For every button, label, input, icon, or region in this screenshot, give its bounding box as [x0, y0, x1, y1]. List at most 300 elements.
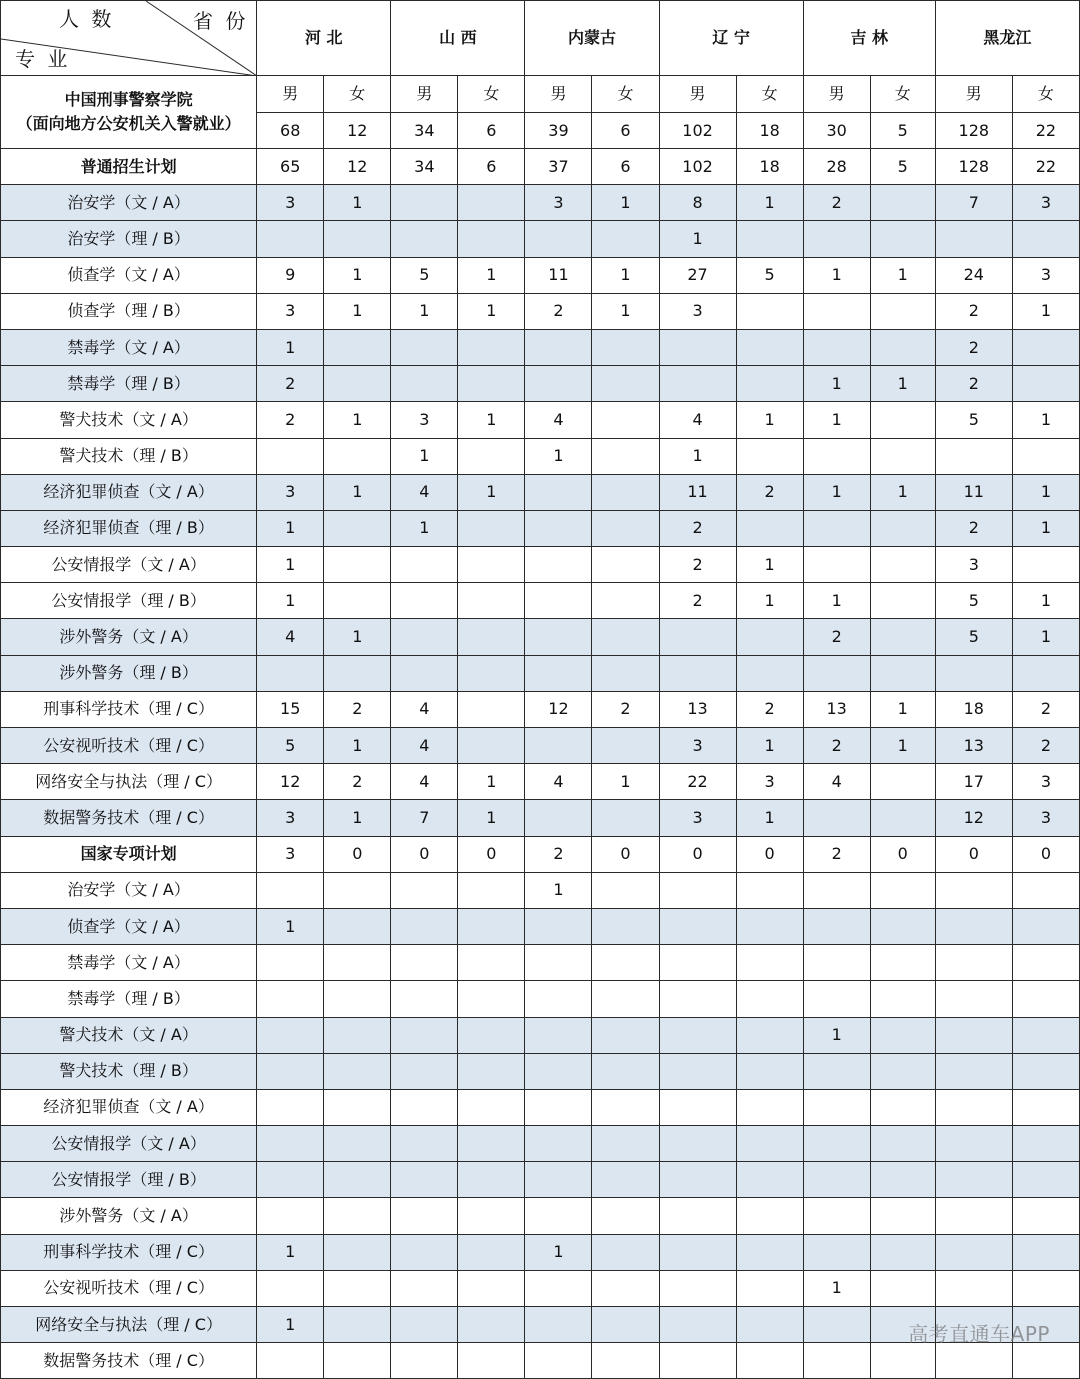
major-label: 经济犯罪侦查（文 / A）	[1, 1089, 257, 1125]
count-cell: 1	[257, 510, 324, 546]
count-cell	[659, 981, 736, 1017]
count-cell: 1	[659, 438, 736, 474]
count-cell	[870, 547, 935, 583]
count-cell	[525, 510, 592, 546]
count-cell	[803, 1053, 870, 1089]
count-cell: 2	[736, 691, 803, 727]
count-cell	[324, 1089, 391, 1125]
count-cell	[870, 655, 935, 691]
count-cell	[870, 764, 935, 800]
count-cell	[458, 366, 525, 402]
count-cell	[525, 1017, 592, 1053]
count-cell	[391, 185, 458, 221]
count-cell: 1	[458, 474, 525, 510]
college-name: 中国刑事警察学院	[64, 90, 193, 109]
count-cell: 3	[257, 836, 324, 872]
count-cell: 5	[935, 583, 1012, 619]
count-cell: 1	[257, 547, 324, 583]
count-cell: 3	[1012, 800, 1079, 836]
count-cell: 7	[935, 185, 1012, 221]
count-cell	[592, 981, 659, 1017]
count-cell	[257, 655, 324, 691]
count-cell	[870, 1234, 935, 1270]
count-cell	[736, 1162, 803, 1198]
count-cell: 3	[257, 185, 324, 221]
count-cell	[592, 908, 659, 944]
college-total-cell: 39	[525, 113, 592, 149]
count-cell	[525, 1198, 592, 1234]
count-cell	[458, 185, 525, 221]
count-cell	[391, 1343, 458, 1379]
count-cell: 1	[458, 402, 525, 438]
count-cell	[736, 1270, 803, 1306]
count-cell	[257, 438, 324, 474]
count-cell: 3	[257, 474, 324, 510]
count-cell: 1	[391, 293, 458, 329]
count-cell: 1	[324, 728, 391, 764]
major-row	[1, 619, 1080, 655]
count-cell	[458, 510, 525, 546]
count-cell	[935, 1162, 1012, 1198]
count-cell	[659, 1343, 736, 1379]
count-cell	[935, 438, 1012, 474]
count-cell	[659, 1089, 736, 1125]
major-label: 警犬技术（文 / A）	[1, 402, 257, 438]
count-cell	[324, 908, 391, 944]
count-cell: 22	[659, 764, 736, 800]
count-cell: 1	[736, 800, 803, 836]
count-cell	[592, 1089, 659, 1125]
count-cell	[525, 908, 592, 944]
count-cell	[803, 547, 870, 583]
count-cell: 11	[659, 474, 736, 510]
count-cell	[935, 1126, 1012, 1162]
count-cell	[935, 1053, 1012, 1089]
count-cell	[592, 1162, 659, 1198]
count-cell	[1012, 908, 1079, 944]
count-cell: 1	[1012, 293, 1079, 329]
count-cell	[592, 221, 659, 257]
count-cell	[736, 981, 803, 1017]
count-cell	[659, 1234, 736, 1270]
count-cell: 102	[659, 149, 736, 185]
count-cell	[736, 1089, 803, 1125]
count-cell	[525, 800, 592, 836]
college-name-cell	[1, 76, 257, 149]
gender-cell: 女	[324, 76, 391, 113]
major-row	[1, 1017, 1080, 1053]
major-label: 治安学（理 / B）	[1, 221, 257, 257]
count-cell	[458, 728, 525, 764]
count-cell	[803, 329, 870, 365]
count-cell	[659, 945, 736, 981]
count-cell	[803, 1126, 870, 1162]
count-cell	[324, 438, 391, 474]
count-cell	[324, 1162, 391, 1198]
gender-cell: 女	[458, 76, 525, 113]
count-cell	[391, 1162, 458, 1198]
college-total-cell: 6	[592, 113, 659, 149]
count-cell: 1	[324, 474, 391, 510]
major-label: 治安学（文 / A）	[1, 872, 257, 908]
count-cell: 4	[525, 402, 592, 438]
count-cell	[525, 728, 592, 764]
gender-cell: 男	[525, 76, 592, 113]
count-cell	[525, 981, 592, 1017]
count-cell	[592, 1198, 659, 1234]
count-cell: 7	[391, 800, 458, 836]
major-label: 网络安全与执法（理 / C）	[1, 764, 257, 800]
count-cell	[391, 1017, 458, 1053]
count-cell	[257, 945, 324, 981]
count-cell	[659, 1307, 736, 1343]
corner-label-province: 省 份	[193, 9, 249, 33]
count-cell	[525, 583, 592, 619]
count-cell	[659, 908, 736, 944]
major-row	[1, 293, 1080, 329]
count-cell: 2	[257, 402, 324, 438]
count-cell: 1	[1012, 619, 1079, 655]
count-cell	[803, 872, 870, 908]
count-cell	[659, 329, 736, 365]
count-cell	[592, 872, 659, 908]
major-row	[1, 1053, 1080, 1089]
count-cell	[525, 1307, 592, 1343]
count-cell	[525, 329, 592, 365]
count-cell: 3	[659, 800, 736, 836]
count-cell	[257, 221, 324, 257]
count-cell: 1	[1012, 510, 1079, 546]
count-cell	[1012, 1126, 1079, 1162]
count-cell: 5	[935, 402, 1012, 438]
count-cell	[736, 619, 803, 655]
count-cell	[659, 1053, 736, 1089]
major-row	[1, 800, 1080, 836]
count-cell	[935, 1017, 1012, 1053]
count-cell: 2	[935, 329, 1012, 365]
count-cell	[1012, 1162, 1079, 1198]
major-row	[1, 185, 1080, 221]
count-cell: 1	[391, 510, 458, 546]
count-cell	[324, 366, 391, 402]
count-cell	[935, 655, 1012, 691]
count-cell: 4	[391, 691, 458, 727]
count-cell: 6	[458, 149, 525, 185]
count-cell	[870, 329, 935, 365]
count-cell	[1012, 547, 1079, 583]
count-cell	[257, 981, 324, 1017]
major-row	[1, 908, 1080, 944]
count-cell	[659, 655, 736, 691]
count-cell: 2	[324, 691, 391, 727]
count-cell	[525, 366, 592, 402]
province-shanxi: 山 西	[391, 1, 525, 76]
college-total-cell: 68	[257, 113, 324, 149]
count-cell	[803, 945, 870, 981]
count-cell	[870, 619, 935, 655]
count-cell	[659, 1270, 736, 1306]
major-label: 经济犯罪侦查（文 / A）	[1, 474, 257, 510]
count-cell: 1	[736, 402, 803, 438]
count-cell	[525, 547, 592, 583]
count-cell	[525, 1126, 592, 1162]
college-note: （面向地方公安机关入警就业）	[16, 114, 241, 133]
count-cell: 5	[935, 619, 1012, 655]
count-cell: 1	[592, 764, 659, 800]
count-cell	[803, 800, 870, 836]
count-cell: 1	[257, 583, 324, 619]
major-row	[1, 438, 1080, 474]
major-label: 警犬技术（理 / B）	[1, 1053, 257, 1089]
major-label: 涉外警务（理 / B）	[1, 655, 257, 691]
count-cell	[1012, 438, 1079, 474]
count-cell	[935, 908, 1012, 944]
count-cell	[324, 981, 391, 1017]
count-cell: 3	[391, 402, 458, 438]
count-cell: 1	[592, 293, 659, 329]
count-cell	[525, 1089, 592, 1125]
count-cell	[458, 981, 525, 1017]
count-cell: 1	[659, 221, 736, 257]
count-cell	[935, 872, 1012, 908]
count-cell	[324, 329, 391, 365]
count-cell: 2	[659, 583, 736, 619]
count-cell	[458, 619, 525, 655]
count-cell: 4	[391, 728, 458, 764]
college-total-cell: 22	[1012, 113, 1079, 149]
count-cell	[391, 1089, 458, 1125]
count-cell	[935, 221, 1012, 257]
gender-cell: 女	[592, 76, 659, 113]
province-hebei: 河 北	[257, 1, 391, 76]
count-cell	[1012, 655, 1079, 691]
count-cell	[324, 1343, 391, 1379]
count-cell	[1012, 1017, 1079, 1053]
count-cell	[870, 981, 935, 1017]
major-label: 禁毒学（文 / A）	[1, 329, 257, 365]
college-total-cell: 5	[870, 113, 935, 149]
count-cell	[659, 872, 736, 908]
count-cell	[391, 547, 458, 583]
count-cell	[592, 510, 659, 546]
count-cell	[458, 438, 525, 474]
count-cell	[324, 547, 391, 583]
count-cell	[870, 438, 935, 474]
count-cell	[803, 1307, 870, 1343]
gender-cell: 男	[659, 76, 736, 113]
count-cell	[659, 1017, 736, 1053]
count-cell: 4	[659, 402, 736, 438]
major-label: 侦查学（文 / A）	[1, 257, 257, 293]
count-cell	[324, 655, 391, 691]
count-cell	[935, 1270, 1012, 1306]
count-cell	[391, 908, 458, 944]
count-cell: 1	[870, 728, 935, 764]
count-cell	[1012, 1343, 1079, 1379]
count-cell	[659, 1126, 736, 1162]
major-row	[1, 1198, 1080, 1234]
count-cell: 2	[736, 474, 803, 510]
watermark: 高考直通车APP	[908, 1322, 1050, 1346]
count-cell: 5	[257, 728, 324, 764]
count-cell: 1	[803, 474, 870, 510]
count-cell: 2	[935, 293, 1012, 329]
count-cell	[870, 402, 935, 438]
count-cell: 3	[257, 293, 324, 329]
count-cell	[592, 402, 659, 438]
count-cell: 6	[592, 149, 659, 185]
count-cell: 5	[736, 257, 803, 293]
major-label: 治安学（文 / A）	[1, 185, 257, 221]
count-cell	[1012, 1089, 1079, 1125]
count-cell	[458, 329, 525, 365]
count-cell	[1012, 981, 1079, 1017]
major-label: 侦查学（文 / A）	[1, 908, 257, 944]
major-label: 数据警务技术（理 / C）	[1, 800, 257, 836]
count-cell: 37	[525, 149, 592, 185]
count-cell	[736, 1198, 803, 1234]
count-cell	[1012, 1198, 1079, 1234]
count-cell	[870, 872, 935, 908]
college-total-cell: 102	[659, 113, 736, 149]
major-row	[1, 1270, 1080, 1306]
major-row	[1, 257, 1080, 293]
count-cell	[870, 945, 935, 981]
count-cell: 128	[935, 149, 1012, 185]
count-cell: 11	[935, 474, 1012, 510]
count-cell	[324, 945, 391, 981]
count-cell	[257, 1162, 324, 1198]
major-row	[1, 728, 1080, 764]
count-cell: 2	[935, 366, 1012, 402]
count-cell	[803, 1234, 870, 1270]
count-cell	[458, 1017, 525, 1053]
count-cell	[736, 945, 803, 981]
count-cell: 1	[1012, 583, 1079, 619]
count-cell	[870, 293, 935, 329]
count-cell	[458, 945, 525, 981]
count-cell	[525, 1343, 592, 1379]
count-cell: 1	[458, 257, 525, 293]
major-row	[1, 1126, 1080, 1162]
count-cell: 1	[1012, 402, 1079, 438]
gender-cell: 男	[935, 76, 1012, 113]
count-cell: 1	[736, 583, 803, 619]
count-cell: 2	[659, 547, 736, 583]
count-cell	[525, 221, 592, 257]
count-cell	[391, 366, 458, 402]
count-cell: 1	[803, 257, 870, 293]
count-cell	[324, 1017, 391, 1053]
count-cell	[391, 1126, 458, 1162]
count-cell	[458, 1053, 525, 1089]
count-cell	[736, 293, 803, 329]
count-cell	[736, 655, 803, 691]
count-cell: 1	[257, 329, 324, 365]
count-cell	[324, 1126, 391, 1162]
count-cell	[592, 655, 659, 691]
count-cell: 2	[803, 619, 870, 655]
count-cell: 1	[736, 185, 803, 221]
count-cell: 2	[525, 836, 592, 872]
count-cell: 12	[525, 691, 592, 727]
count-cell	[592, 1307, 659, 1343]
count-cell	[736, 1053, 803, 1089]
count-cell: 13	[803, 691, 870, 727]
major-label: 经济犯罪侦查（理 / B）	[1, 510, 257, 546]
count-cell	[257, 1270, 324, 1306]
count-cell: 2	[525, 293, 592, 329]
count-cell: 2	[803, 728, 870, 764]
count-cell	[935, 981, 1012, 1017]
count-cell	[592, 1234, 659, 1270]
count-cell: 1	[870, 691, 935, 727]
major-row	[1, 510, 1080, 546]
major-label: 公安情报学（文 / A）	[1, 547, 257, 583]
count-cell	[870, 1089, 935, 1125]
header-row	[1, 1, 1080, 76]
count-cell	[458, 872, 525, 908]
count-cell: 1	[458, 764, 525, 800]
count-cell	[736, 510, 803, 546]
count-cell	[525, 655, 592, 691]
count-cell	[736, 1234, 803, 1270]
count-cell	[1012, 1234, 1079, 1270]
count-cell: 28	[803, 149, 870, 185]
count-cell	[870, 583, 935, 619]
count-cell: 3	[525, 185, 592, 221]
count-cell	[659, 366, 736, 402]
count-cell	[391, 1270, 458, 1306]
count-cell: 1	[592, 257, 659, 293]
count-cell	[525, 474, 592, 510]
count-cell	[257, 1089, 324, 1125]
count-cell: 1	[324, 619, 391, 655]
college-total-cell: 18	[736, 113, 803, 149]
count-cell	[736, 1343, 803, 1379]
count-cell	[803, 438, 870, 474]
college-total-cell: 6	[458, 113, 525, 149]
count-cell: 1	[525, 872, 592, 908]
count-cell	[592, 1017, 659, 1053]
major-label: 刑事科学技术（理 / C）	[1, 691, 257, 727]
count-cell: 3	[1012, 257, 1079, 293]
count-cell	[324, 1307, 391, 1343]
count-cell: 1	[257, 1234, 324, 1270]
count-cell	[458, 1089, 525, 1125]
major-label: 侦查学（理 / B）	[1, 293, 257, 329]
count-cell: 12	[935, 800, 1012, 836]
count-cell	[870, 1198, 935, 1234]
major-label: 国家专项计划	[1, 836, 257, 872]
corner-label-count: 人 数	[59, 7, 115, 31]
count-cell	[870, 1017, 935, 1053]
count-cell	[803, 908, 870, 944]
count-cell: 0	[870, 836, 935, 872]
count-cell	[870, 221, 935, 257]
count-cell	[592, 474, 659, 510]
major-row	[1, 583, 1080, 619]
count-cell: 2	[257, 366, 324, 402]
count-cell	[803, 510, 870, 546]
count-cell	[391, 945, 458, 981]
major-label: 公安情报学（理 / B）	[1, 583, 257, 619]
count-cell: 0	[736, 836, 803, 872]
count-cell	[803, 655, 870, 691]
count-cell: 3	[1012, 764, 1079, 800]
college-total-cell: 128	[935, 113, 1012, 149]
count-cell: 1	[525, 1234, 592, 1270]
